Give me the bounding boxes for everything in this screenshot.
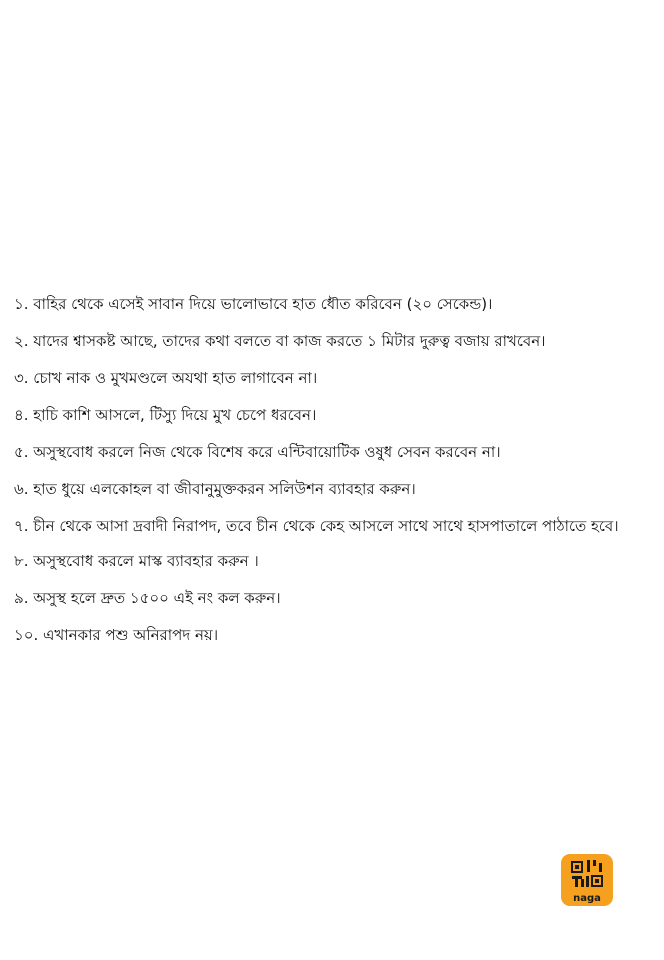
advice-item-6: ৬. হাত ধুয়ে এলকোহল বা জীবানুমুক্তকরন সলিউশন ব্যাবহার করুন। xyxy=(14,480,416,498)
advice-item-2: ২. যাদের শ্বাসকষ্ট আছে, তাদের কথা বলতে বা কাজ করতে ১ মিটার দুরুত্ব বজায় রাখবেন। xyxy=(14,332,546,350)
advice-item-7: ৭. চীন থেকে আসা দ্রবাদী নিরাপদ, তবে চীন থেকে কেহ আসলে সাথে সাথে হাসপাতালে পাঠাতে হবে। xyxy=(14,517,619,535)
advice-item-10: ১০. এখানকার পশু অনিরাপদ নয়। xyxy=(14,626,219,644)
advice-item-3: ৩. চোখ নাক ও মুখমণ্ডলে অযথা হাত লাগাবেন না। xyxy=(14,369,318,387)
advice-item-9: ৯. অসুস্থ হলে দ্রুত ১৫০০ এই নং কল করুন। xyxy=(14,589,281,607)
logo-wordmark: naga xyxy=(573,893,601,904)
advice-item-8: ৮. অসুস্থবোধ করলে মাস্ক ব্যাবহার করুন । xyxy=(14,552,259,570)
naga-logo xyxy=(561,854,613,906)
advice-item-5: ৫. অসুস্থবোধ করলে নিজ থেকে বিশেষ করে এন্টিবায়োটিক ওষুধ সেবন করবেন না। xyxy=(14,443,501,461)
advice-item-4: ৪. হাচি কাশি আসলে, টিস্যু দিয়ে মুখ চেপে ধরবেন। xyxy=(14,406,317,424)
advice-list xyxy=(14,296,656,664)
advice-item-1: ১. বাহির থেকে এসেই সাবান দিয়ে ভালোভাবে হাত ধৌত করিবেন (২০ সেকেন্ড)। xyxy=(14,295,493,313)
